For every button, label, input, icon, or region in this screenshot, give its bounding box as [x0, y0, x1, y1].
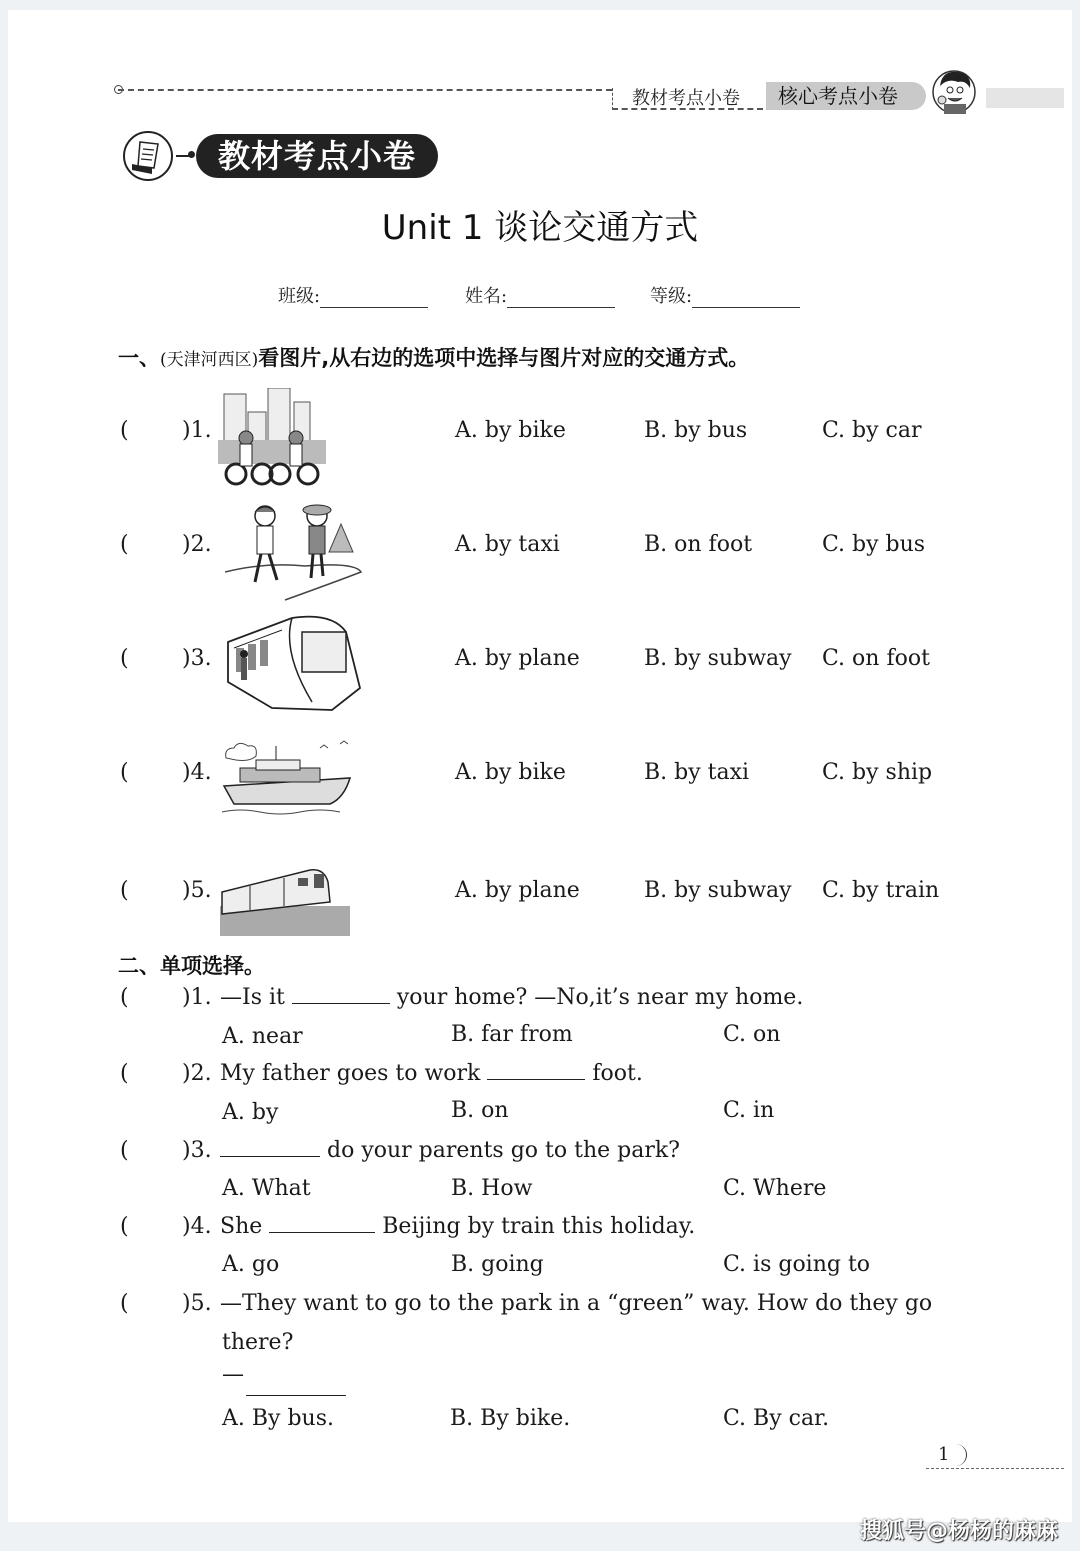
grade-field[interactable] [650, 282, 800, 308]
name-field[interactable] [465, 282, 615, 308]
question-text: do your parents go to the park? [220, 1138, 680, 1163]
walking-icon [225, 502, 365, 602]
train-icon [220, 866, 350, 936]
question-text-line1: —They want to go to the park in a “green” way. How do they go [220, 1291, 933, 1316]
question-number: )3. [182, 1138, 212, 1163]
question-number: )3. [182, 646, 212, 671]
option-c: C. Where [723, 1176, 827, 1201]
question-text: My father goes to work foot. [220, 1061, 643, 1086]
header-tab-core: 核心考点小卷 [766, 82, 926, 110]
question-number: )1. [182, 985, 212, 1010]
option-c: C. by car [822, 418, 922, 443]
option-c: C. by ship [822, 760, 933, 785]
fill-blank[interactable] [292, 1001, 390, 1004]
mascot-boy-icon [928, 66, 980, 114]
grade-label: 等级: [650, 286, 693, 307]
name-label: 姓名: [465, 286, 508, 307]
option-a: A. go [222, 1252, 280, 1277]
question-number: )4. [182, 760, 212, 785]
question-text-line2: there? [222, 1330, 294, 1355]
badge-connector-dot [188, 151, 195, 158]
answer-paren[interactable]: ( [120, 1061, 129, 1086]
question-number: )5. [182, 1291, 212, 1316]
fill-blank[interactable] [246, 1395, 346, 1396]
option-b: B. on [451, 1098, 509, 1123]
section2-heading: 二、单项选择。 [118, 954, 265, 978]
header-dashed-line [118, 89, 612, 91]
option-c: C. on foot [822, 646, 930, 671]
answer-paren[interactable]: ( [120, 532, 129, 557]
option-a: A. near [222, 1024, 303, 1049]
watermark: 搜狐号@杨杨的麻麻 [859, 1519, 1058, 1544]
option-c: C. on [723, 1022, 781, 1047]
question-number: )2. [182, 1061, 212, 1086]
fill-blank[interactable] [487, 1077, 585, 1080]
option-b: B. on foot [644, 532, 753, 557]
answer-paren[interactable]: ( [120, 418, 129, 443]
answer-paren[interactable]: ( [120, 1291, 129, 1316]
section-badge: 教材考点小卷 [196, 134, 438, 178]
option-a: A. by plane [455, 878, 580, 903]
option-c: C. is going to [723, 1252, 871, 1277]
option-b: B. by taxi [644, 760, 750, 785]
fill-blank[interactable] [269, 1230, 375, 1233]
answer-paren[interactable]: ( [120, 760, 129, 785]
subway-icon [222, 612, 362, 712]
answer-paren[interactable]: ( [120, 878, 129, 903]
option-c: C. By car. [723, 1406, 830, 1431]
question-number: )2. [182, 532, 212, 557]
page-title: Unit 1 谈论交通方式 [381, 208, 699, 248]
option-a: A. by bike [455, 760, 566, 785]
fill-blank[interactable] [220, 1154, 320, 1157]
option-c: C. by train [822, 878, 940, 903]
page-number: 1 [938, 1444, 950, 1465]
answer-paren[interactable]: ( [120, 1138, 129, 1163]
name-input-line[interactable] [507, 287, 615, 308]
footer-dashed-line [926, 1468, 1064, 1469]
class-input-line[interactable] [320, 287, 428, 308]
question-text: She Beijing by train this holiday. [220, 1214, 696, 1239]
answer-paren[interactable]: ( [120, 1214, 129, 1239]
answer-paren[interactable]: ( [120, 646, 129, 671]
section1-heading: 一、(天津河西区)看图片,从右边的选项中选择与图片对应的交通方式。 [118, 346, 750, 370]
bike-riding-icon [218, 388, 328, 488]
answer-paren[interactable]: ( [120, 985, 129, 1010]
option-a: A. By bus. [222, 1406, 334, 1431]
option-b: B. by subway [644, 646, 792, 671]
question-number: )5. [182, 878, 212, 903]
option-a: A. What [222, 1176, 311, 1201]
grade-input-line[interactable] [692, 287, 800, 308]
header-gray-bar [986, 88, 1064, 108]
question-number: )4. [182, 1214, 212, 1239]
ship-icon [220, 738, 360, 818]
test-paper-icon [122, 130, 174, 182]
option-b: B. by bus [644, 418, 748, 443]
class-label: 班级: [278, 286, 321, 307]
option-b: B. How [451, 1176, 533, 1201]
option-a: A. by taxi [455, 532, 560, 557]
option-b: B. going [451, 1252, 544, 1277]
option-b: B. far from [451, 1022, 573, 1047]
option-b: B. By bike. [450, 1406, 571, 1431]
option-a: A. by plane [455, 646, 580, 671]
option-b: B. by subway [644, 878, 792, 903]
option-a: A. by bike [455, 418, 566, 443]
option-c: C. in [723, 1098, 775, 1123]
header-tab-textbook: 教材考点小卷 [632, 88, 740, 109]
question-number: )1. [182, 418, 212, 443]
class-field[interactable] [278, 282, 428, 308]
option-c: C. by bus [822, 532, 926, 557]
option-a: A. by [222, 1100, 279, 1125]
answer-dash: — [222, 1362, 244, 1387]
question-text: —Is it your home? —No,it’s near my home. [220, 985, 804, 1010]
